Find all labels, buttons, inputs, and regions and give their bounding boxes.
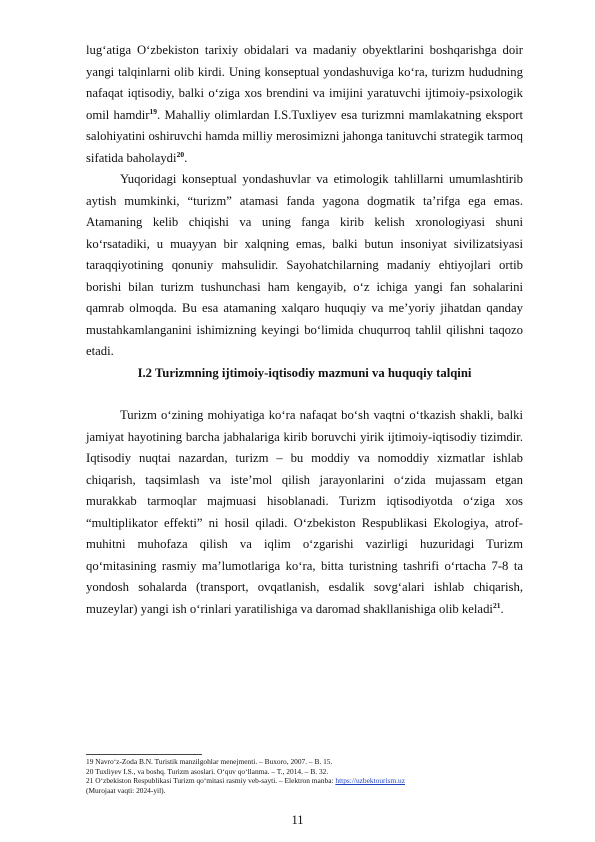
footnote-21-text: 21 O‘zbekiston Respublikasi Turizm qo‘mitasi rasmiy veb-sayti. – Elektron manba: [86, 776, 336, 786]
paragraph-1-end: . [184, 150, 188, 165]
footnote-21 [86, 776, 526, 786]
footnote-ref-20[interactable]: 20 [176, 149, 185, 159]
paragraph-2: Yuqoridagi konseptual yondashuvlar va etimologik tahlillarni umumlashtirib aytish mumkinki, “turizm” atamasi fanda yagona dogmatik taʼrifga ega emas. Atamaning kelib chiqishi va uning fanga kirib kelish xronologiyasi shuni koʻrsatadiki, u muayyan bir xalqning emas, balki butun insoniyat sivilizatsiyasi taraqqiyotining qonuniy mahsulidir. Sayohatchilarning madaniy ehtiyojlari ortib borishi bilan turizm tushunchasi ham kengayib, o‘z ichiga yangi fan sohalarini qamrab olmoqda. Bu esa atamaning xalqaro huquqiy va me’yoriy jihatdan qanday mustahkamlanganini ishimizning keyingi bo‘limida chuqurroq tahlil qilishni taqozo etadi. [86, 172, 523, 358]
body-text [86, 40, 523, 620]
paragraph-3-text: Turizm o‘zining mohiyatiga ko‘ra nafaqat bo‘sh vaqtni o‘tkazish shakli, balki jamiyat hayotining barcha jabhalariga kirib boruvchi yirik ijtimoiy-iqtisodiy tizimdir. Iqtisodiy nuqtai nazardan, turizm – bu moddiy va nomoddiy xizmatlar ishlab chiqarish, taqsimlash va isteʼmol qilish jarayonlarini o‘zida mujassam etgan murakkab tarmoqlar majmuasi hisoblanadi. Turizm iqtisodiyotda o‘ziga xos “multiplikator effekti” ni hosil qiladi. O‘zbekiston Respublikasi Ekologiya, atrof-muhitni muhofaza qilish va iqlim o‘zgarishi vazirligi huzuridagi Turizm qo‘mitasining rasmiy maʼlumotlariga ko‘ra, bitta turistning tashrifi o‘rtacha 7-8 ta yondosh sohalarda (transport, ovqatlanish, esdalik sovg‘alari ishlab chiqarish, muzeylar) yangi ish o‘rinlari yaratilishiga va daromad shakllanishiga olib keladi [86, 408, 523, 616]
section-heading: I.2 Turizmning ijtimoiy-iqtisodiy mazmuni va huquqiy talqini [137, 365, 472, 380]
footnote-divider [86, 754, 202, 755]
footnote-21-access-date: (Murojaat vaqti: 2024-yil). [86, 785, 166, 795]
footnote-ref-21[interactable]: 21 [492, 600, 501, 610]
footnote-21-link[interactable]: https://uzbektourism.uz [335, 776, 405, 786]
paragraph-3-end: . [500, 601, 504, 616]
paragraph-1 [86, 40, 523, 169]
footnote-19: 19 Navro‘z-Zoda B.N. Turistik manzilgohlar menejmenti. – Buxoro, 2007. – B. 15. [86, 757, 333, 766]
paragraph-1-continuation: . Mahalliy olimlardan I.S.Tuxliyev esa turizmni mamlakatning eksport salohiyatini oshiruvchi hamda milliy merosimizni jahonga tanituvchi strategik tarmoq sifatida baholaydi [86, 107, 523, 165]
paragraph-1-text: lug‘atiga O‘zbekiston tarixiy obidalari va madaniy obyektlarini boshqarishga doir yangi talqinlarni olib kirdi. Uning konseptual yondashuviga ko‘ra, turizm hududning nafaqat iqtisodiy, balki o‘ziga xos brendini va imijini yaratuvchi ijtimoiy-psixologik omil hamdir [86, 43, 523, 122]
footnote-ref-19[interactable]: 19 [149, 106, 157, 116]
footnote-20: 20 Tuxliyev I.S., va boshq. Turizm asoslari. O‘quv qo‘llanma. – T., 2014. – B. 32. [86, 766, 329, 776]
paragraph-3 [86, 405, 523, 620]
footnotes [86, 754, 526, 795]
page-number: 11 [291, 813, 304, 827]
